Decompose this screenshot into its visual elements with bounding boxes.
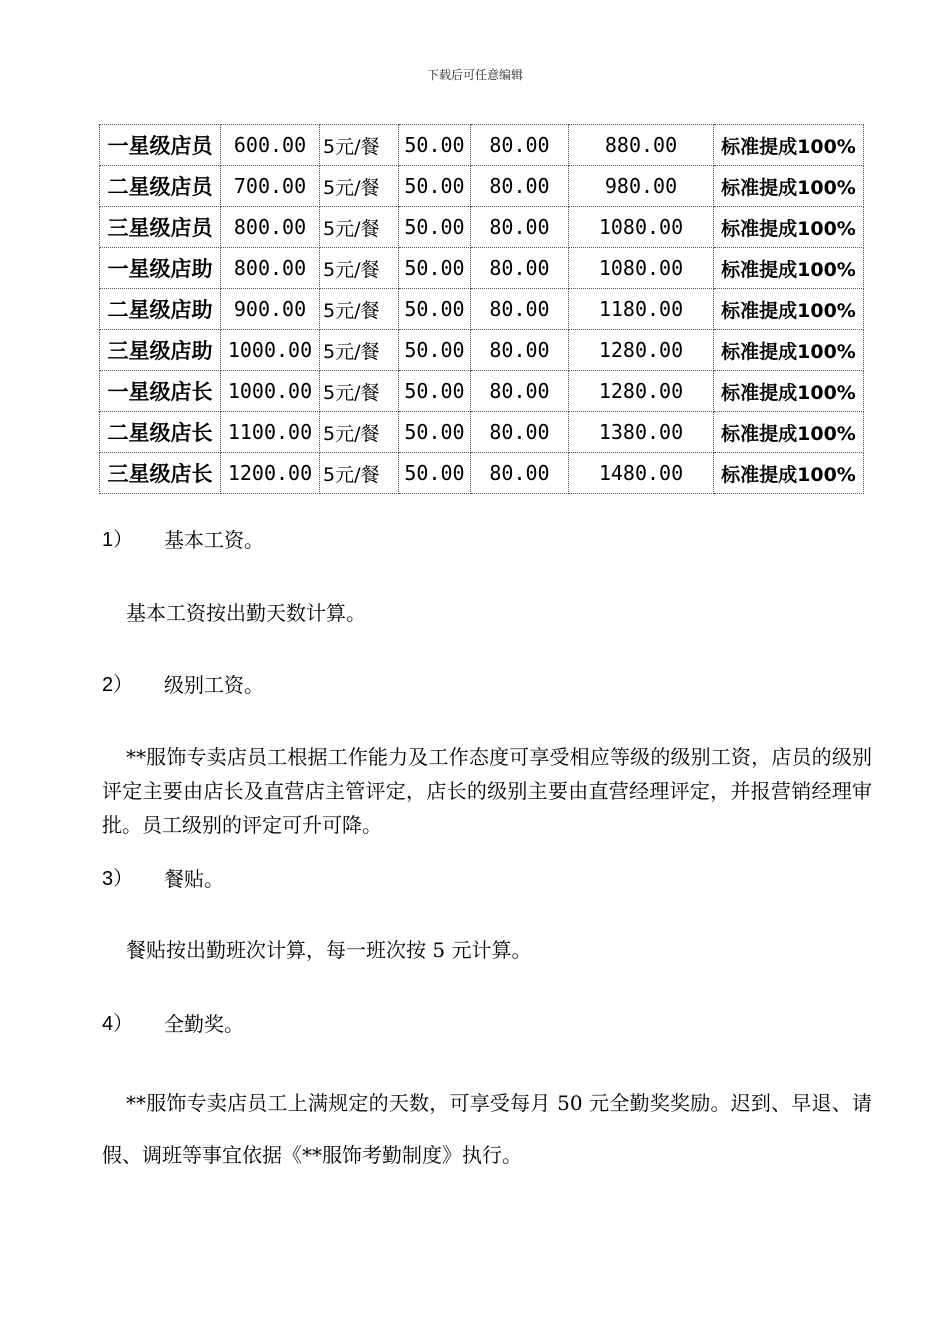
commission-cell: 标准提成100% (714, 289, 864, 330)
role-cell: 一星级店员 (100, 125, 221, 166)
section-number: 2） (102, 674, 134, 696)
level-salary-cell: 80.00 (471, 330, 569, 371)
section-title: 餐贴。 (164, 867, 224, 891)
role-cell: 三星级店员 (100, 207, 221, 248)
level-salary-cell: 80.00 (471, 371, 569, 412)
attendance-bonus-cell: 50.00 (399, 412, 471, 453)
meal-allowance-cell: 5元/餐 (320, 330, 399, 371)
role-cell: 一星级店长 (100, 371, 221, 412)
base-salary-cell: 600.00 (221, 125, 320, 166)
section-body-4: **服饰专卖店员工上满规定的天数，可享受每月 50 元全勤奖奖励。迟到、早退、请假、调班等事宜依据《**服饰考勤制度》执行。 (102, 1091, 872, 1167)
attendance-bonus-cell: 50.00 (399, 166, 471, 207)
meal-allowance-cell: 5元/餐 (320, 289, 399, 330)
base-salary-cell: 800.00 (221, 248, 320, 289)
base-salary-cell: 1200.00 (221, 453, 320, 494)
total-cell: 1080.00 (569, 207, 714, 248)
role-cell: 三星级店助 (100, 330, 221, 371)
attendance-bonus-cell: 50.00 (399, 330, 471, 371)
role-cell: 二星级店长 (100, 412, 221, 453)
meal-allowance-cell: 5元/餐 (320, 371, 399, 412)
meal-allowance-cell: 5元/餐 (320, 166, 399, 207)
table-row (100, 166, 864, 207)
meal-allowance-cell: 5元/餐 (320, 207, 399, 248)
role-cell: 二星级店员 (100, 166, 221, 207)
commission-cell: 标准提成100% (714, 207, 864, 248)
level-salary-cell: 80.00 (471, 166, 569, 207)
commission-cell: 标准提成100% (714, 125, 864, 166)
commission-cell: 标准提成100% (714, 371, 864, 412)
commission-cell: 标准提成100% (714, 330, 864, 371)
level-salary-cell: 80.00 (471, 412, 569, 453)
total-cell: 1280.00 (569, 330, 714, 371)
section-body-2: **服饰专卖店员工根据工作能力及工作态度可享受相应等级的级别工资，店员的级别评定主要由店长及直营店主管评定，店长的级别主要由直营经理评定，并报营销经理审批。员工级别的评定可升可降。 (102, 745, 872, 837)
base-salary-cell: 700.00 (221, 166, 320, 207)
table-row (100, 207, 864, 248)
section-body-3: 餐贴按出勤班次计算，每一班次按 5 元计算。 (126, 938, 532, 962)
section-title: 全勤奖。 (164, 1012, 244, 1036)
attendance-bonus-cell: 50.00 (399, 125, 471, 166)
total-cell: 980.00 (569, 166, 714, 207)
section-body-1: 基本工资按出勤天数计算。 (126, 601, 366, 625)
total-cell: 1480.00 (569, 453, 714, 494)
salary-table (99, 124, 864, 494)
commission-cell: 标准提成100% (714, 412, 864, 453)
level-salary-cell: 80.00 (471, 453, 569, 494)
table-row (100, 330, 864, 371)
role-cell: 三星级店长 (100, 453, 221, 494)
page-header: 下载后可任意编辑 (426, 68, 523, 82)
level-salary-cell: 80.00 (471, 248, 569, 289)
total-cell: 1180.00 (569, 289, 714, 330)
commission-cell: 标准提成100% (714, 453, 864, 494)
section-number: 4） (102, 1013, 134, 1035)
level-salary-cell: 80.00 (471, 125, 569, 166)
total-cell: 1380.00 (569, 412, 714, 453)
meal-allowance-cell: 5元/餐 (320, 412, 399, 453)
meal-allowance-cell: 5元/餐 (320, 453, 399, 494)
total-cell: 880.00 (569, 125, 714, 166)
commission-cell: 标准提成100% (714, 248, 864, 289)
attendance-bonus-cell: 50.00 (399, 289, 471, 330)
section-number: 1） (102, 529, 134, 551)
meal-allowance-cell: 5元/餐 (320, 248, 399, 289)
meal-allowance-cell: 5元/餐 (320, 125, 399, 166)
attendance-bonus-cell: 50.00 (399, 371, 471, 412)
base-salary-cell: 1000.00 (221, 371, 320, 412)
commission-cell: 标准提成100% (714, 166, 864, 207)
section-number: 3） (102, 868, 134, 890)
base-salary-cell: 1000.00 (221, 330, 320, 371)
section-title: 基本工资。 (164, 528, 264, 552)
attendance-bonus-cell: 50.00 (399, 207, 471, 248)
table-row (100, 125, 864, 166)
base-salary-cell: 1100.00 (221, 412, 320, 453)
attendance-bonus-cell: 50.00 (399, 453, 471, 494)
table-row (100, 248, 864, 289)
section-title: 级别工资。 (164, 673, 264, 697)
table-row (100, 289, 864, 330)
base-salary-cell: 900.00 (221, 289, 320, 330)
total-cell: 1080.00 (569, 248, 714, 289)
level-salary-cell: 80.00 (471, 207, 569, 248)
level-salary-cell: 80.00 (471, 289, 569, 330)
base-salary-cell: 800.00 (221, 207, 320, 248)
table-row (100, 412, 864, 453)
table-row (100, 371, 864, 412)
attendance-bonus-cell: 50.00 (399, 248, 471, 289)
role-cell: 一星级店助 (100, 248, 221, 289)
role-cell: 二星级店助 (100, 289, 221, 330)
total-cell: 1280.00 (569, 371, 714, 412)
table-row (100, 453, 864, 494)
